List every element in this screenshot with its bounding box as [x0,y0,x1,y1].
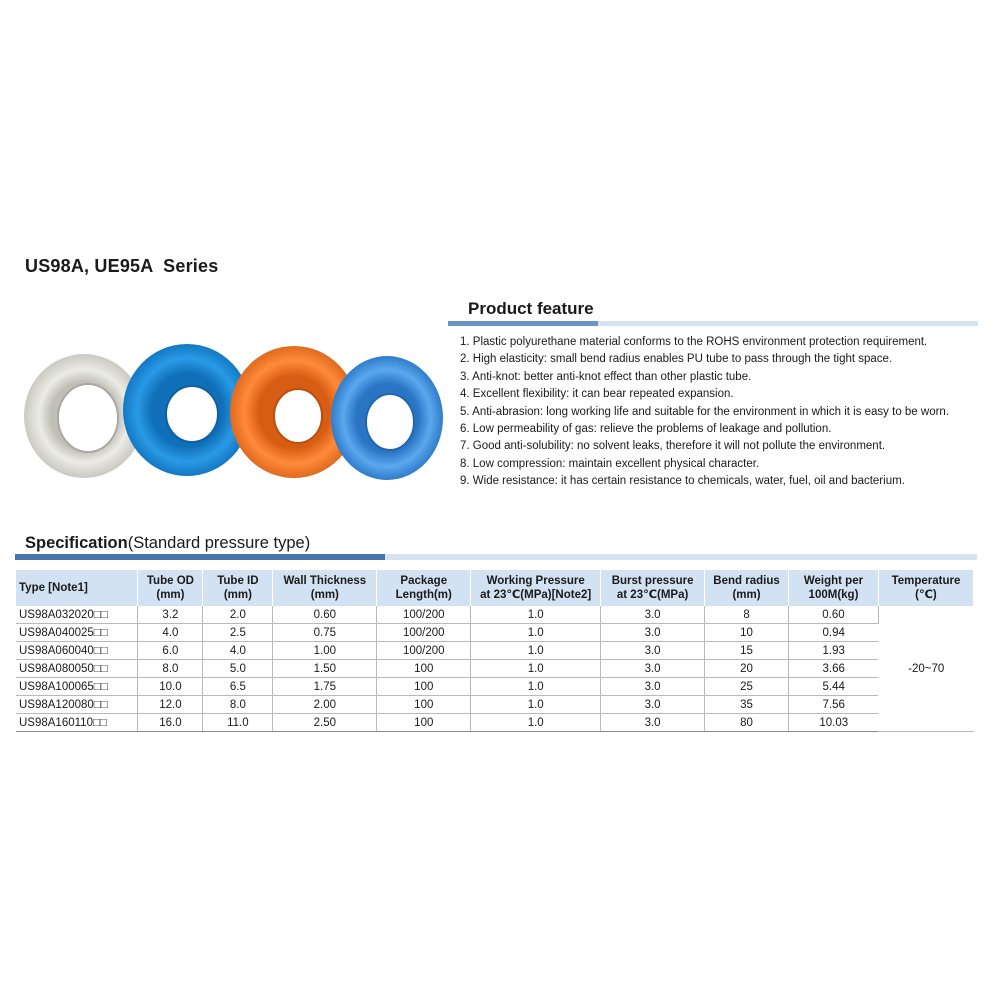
cell-working-pressure: 1.0 [471,714,601,732]
cell-bend-radius: 20 [705,660,789,678]
table-row [16,678,974,696]
series-title: US98A, UE95A Series [25,256,219,276]
cell-type: US98A060040□□ [16,642,138,660]
cell-wall-thickness: 1.50 [273,660,377,678]
cell-tube-od: 10.0 [138,678,203,696]
cell-tube-od: 4.0 [138,624,203,642]
cell-type: US98A080050□□ [16,660,138,678]
cell-package-length: 100/200 [377,606,471,624]
tube-coils-image [22,338,447,486]
cell-wall-thickness: 0.60 [273,606,377,624]
cell-type: US98A100065□□ [16,678,138,696]
table-row [16,642,974,660]
header-bend-radius: Bend radius (mm) [705,570,789,606]
cell-bend-radius: 10 [705,624,789,642]
cell-working-pressure: 1.0 [471,696,601,714]
header-wall-thickness: Wall Thickness (mm) [273,570,377,606]
cell-weight: 3.66 [789,660,879,678]
cell-burst-pressure: 3.0 [601,624,705,642]
cell-tube-id: 6.5 [203,678,273,696]
cell-package-length: 100 [377,660,471,678]
feature-item: 7. Good anti-solubility: no solvent leaks, therefore it will not pollute the environment. [460,440,886,453]
cell-package-length: 100 [377,696,471,714]
product-feature-title: Product feature [468,299,594,318]
cell-tube-id: 2.0 [203,606,273,624]
cell-wall-thickness: 1.75 [273,678,377,696]
header-burst-pressure: Burst pressure at 23℃(MPa) [601,570,705,606]
cell-working-pressure: 1.0 [471,642,601,660]
cell-bend-radius: 80 [705,714,789,732]
spec-bar-dark [15,554,385,560]
cell-bend-radius: 35 [705,696,789,714]
header-weight: Weight per 100M(kg) [789,570,879,606]
cell-burst-pressure: 3.0 [601,642,705,660]
cell-tube-id: 11.0 [203,714,273,732]
cell-type: US98A160110□□ [16,714,138,732]
product-feature-header [448,294,978,328]
header-temperature: Temperature (℃) [878,570,973,606]
table-row [16,696,974,714]
cell-working-pressure: 1.0 [471,678,601,696]
cell-weight: 7.56 [789,696,879,714]
cell-wall-thickness: 0.75 [273,624,377,642]
cell-type: US98A032020□□ [16,606,138,624]
cell-wall-thickness: 2.50 [273,714,377,732]
cell-tube-od: 8.0 [138,660,203,678]
feature-item: 4. Excellent flexibility: it can bear repeated expansion. [460,388,734,401]
cell-wall-thickness: 1.00 [273,642,377,660]
feature-item: 1. Plastic polyurethane material conforms to the ROHS environment protection requirement. [460,336,928,348]
cell-tube-od: 16.0 [138,714,203,732]
cell-bend-radius: 15 [705,642,789,660]
feature-item: 3. Anti-knot: better anti-knot effect than other plastic tube. [460,370,752,383]
spec-title-sub: (Standard pressure type) [127,534,311,552]
feature-item: 2. High elasticity: small bend radius enables PU tube to pass through the tight space. [460,353,893,366]
header-tube-od: Tube OD (mm) [138,570,203,606]
table-row [16,606,974,624]
cell-tube-id: 4.0 [203,642,273,660]
cell-temperature: -20~70 [878,606,973,732]
cell-burst-pressure: 3.0 [601,696,705,714]
cell-type: US98A120080□□ [16,696,138,714]
cell-burst-pressure: 3.0 [601,606,705,624]
table-header-row [16,570,974,606]
cell-weight: 0.60 [789,606,879,624]
cell-package-length: 100/200 [377,624,471,642]
table-row [16,714,974,732]
cell-tube-od: 12.0 [138,696,203,714]
table-row [16,660,974,678]
cell-tube-od: 6.0 [138,642,203,660]
feature-item: 9. Wide resistance: it has certain resistance to chemicals, water, fuel, oil and bacterium. [460,475,905,488]
cell-burst-pressure: 3.0 [601,714,705,732]
cell-tube-id: 2.5 [203,624,273,642]
header-bar-dark [448,321,598,326]
cell-bend-radius: 8 [705,606,789,624]
cell-tube-id: 8.0 [203,696,273,714]
specification-header [15,532,977,564]
cell-wall-thickness: 2.00 [273,696,377,714]
specification-title [25,534,310,553]
cell-working-pressure: 1.0 [471,624,601,642]
cell-weight: 5.44 [789,678,879,696]
header-working-pressure: Working Pressure at 23℃(MPa)[Note2] [471,570,601,606]
cell-working-pressure: 1.0 [471,660,601,678]
cell-type: US98A040025□□ [16,624,138,642]
spec-title-main: Specification [25,534,128,552]
header-package-length: Package Length(m) [377,570,471,606]
cell-working-pressure: 1.0 [471,606,601,624]
cell-bend-radius: 25 [705,678,789,696]
cell-package-length: 100 [377,678,471,696]
feature-item: 8. Low compression: maintain excellent physical character. [460,457,760,470]
feature-list [460,334,990,491]
cell-burst-pressure: 3.0 [601,660,705,678]
cell-tube-od: 3.2 [138,606,203,624]
specification-table [16,570,974,732]
cell-weight: 0.94 [789,624,879,642]
cell-tube-id: 5.0 [203,660,273,678]
feature-item: 6. Low permeability of gas: relieve the problems of leakage and pollution. [460,423,832,436]
header-type: Type [Note1] [16,570,138,606]
header-tube-id: Tube ID (mm) [203,570,273,606]
cell-package-length: 100 [377,714,471,732]
cell-burst-pressure: 3.0 [601,678,705,696]
cell-weight: 1.93 [789,642,879,660]
coil-translucent-blue [331,356,443,480]
table-row [16,624,974,642]
cell-package-length: 100/200 [377,642,471,660]
feature-item: 5. Anti-abrasion: long working life and suitable for the environment in which it is easy to be worn. [460,405,950,418]
cell-weight: 10.03 [789,714,879,732]
